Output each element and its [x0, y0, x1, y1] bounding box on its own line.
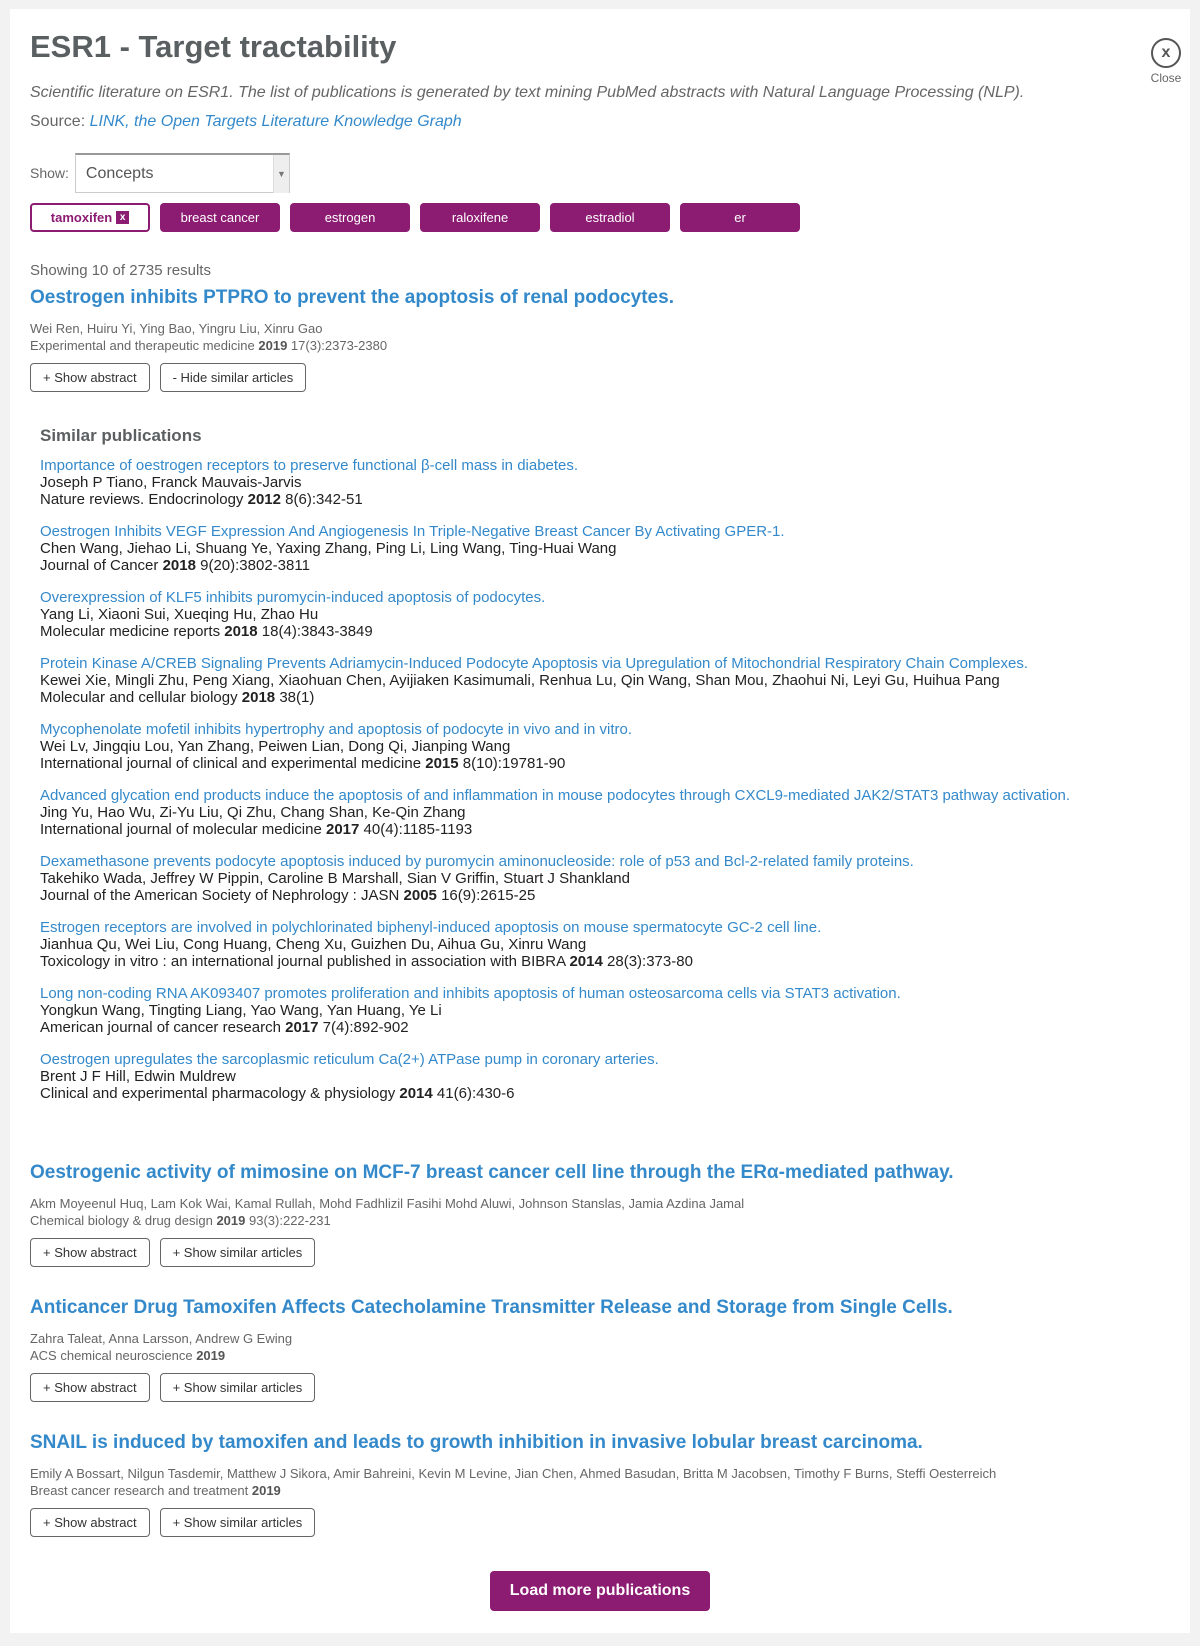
- source-link[interactable]: LINK, the Open Targets Literature Knowledge Graph: [89, 113, 462, 130]
- journal-name: Molecular medicine reports: [40, 623, 221, 640]
- publication-title[interactable]: Oestrogen inhibits PTPRO to prevent the apoptosis of renal podocytes.: [30, 287, 674, 308]
- source-line: [30, 113, 462, 131]
- similar-title[interactable]: Long non-coding RNA AK093407 promotes proliferation and inhibits apoptosis of human osteosarcoma cells via STAT3 activation.: [40, 985, 901, 1002]
- publication-authors: Emily A Bossart, Nilgun Tasdemir, Matthew J Sikora, Amir Bahreini, Kevin M Levine, Jian Chen, Ahmed Basudan, Britta M Jacobsen, Timothy F Burns, Steffi Oesterreich: [30, 1466, 997, 1481]
- journal-year: 2019: [196, 1348, 226, 1363]
- similar-authors: Jing Yu, Hao Wu, Zi-Yu Liu, Qi Zhu, Chang Shan, Ke-Qin Zhang: [40, 804, 466, 821]
- show-abstract-button[interactable]: + Show abstract: [30, 1373, 150, 1402]
- concept-chips: [30, 203, 800, 232]
- publication-item: [30, 287, 1180, 392]
- journal-name: Toxicology in vitro : an international journal published in association with BIBRA: [40, 953, 566, 970]
- publication-authors: Wei Ren, Huiru Yi, Ying Bao, Yingru Liu, Xinru Gao: [30, 321, 323, 336]
- journal-ref: 28(3):373-80: [607, 953, 693, 970]
- similar-heading: Similar publications: [40, 426, 202, 445]
- publication-title[interactable]: Anticancer Drug Tamoxifen Affects Catecholamine Transmitter Release and Storage from Single Cells.: [30, 1297, 953, 1318]
- journal-year: 2012: [247, 491, 281, 508]
- similar-journal: [40, 623, 1190, 640]
- show-similar-button[interactable]: + Show similar articles: [160, 1238, 316, 1267]
- journal-year: 2018: [224, 623, 258, 640]
- concepts-select[interactable]: [75, 153, 290, 193]
- chip-er[interactable]: er: [680, 203, 800, 232]
- similar-journal: [40, 689, 1190, 706]
- journal-name: Breast cancer research and treatment: [30, 1483, 249, 1498]
- similar-journal: [40, 755, 1190, 772]
- publication-item: [30, 1162, 1180, 1267]
- similar-title[interactable]: Oestrogen upregulates the sarcoplasmic reticulum Ca(2+) ATPase pump in coronary arteries.: [40, 1051, 659, 1068]
- show-abstract-button[interactable]: + Show abstract: [30, 1238, 150, 1267]
- show-similar-button[interactable]: + Show similar articles: [160, 1508, 316, 1537]
- similar-journal: [40, 557, 1190, 574]
- show-filter: [30, 153, 290, 193]
- show-abstract-button[interactable]: + Show abstract: [30, 363, 150, 392]
- journal-name: Experimental and therapeutic medicine: [30, 338, 255, 353]
- journal-ref: 7(4):892-902: [322, 1019, 409, 1036]
- publication-journal: [30, 1348, 1180, 1363]
- similar-item: [40, 655, 1190, 706]
- journal-name: American journal of cancer research: [40, 1019, 281, 1036]
- similar-authors: Joseph P Tiano, Franck Mauvais-Jarvis: [40, 474, 302, 491]
- chip-estradiol[interactable]: estradiol: [550, 203, 670, 232]
- similar-journal: [40, 953, 1190, 970]
- similar-item: [40, 1051, 1190, 1102]
- publication-authors: Zahra Taleat, Anna Larsson, Andrew G Ewing: [30, 1331, 293, 1346]
- show-label: Show:: [30, 165, 69, 181]
- journal-ref: 8(6):342-51: [285, 491, 363, 508]
- journal-year: 2019: [258, 338, 288, 353]
- similar-title[interactable]: Estrogen receptors are involved in polychlorinated biphenyl-induced apoptosis on mouse spermatocyte GC-2 cell line.: [40, 919, 822, 936]
- journal-name: Clinical and experimental pharmacology & physiology: [40, 1085, 396, 1102]
- similar-authors: Yongkun Wang, Tingting Liang, Yao Wang, Yan Huang, Ye Li: [40, 1002, 442, 1019]
- description: Scientific literature on ESR1. The list of publications is generated by text mining PubMed abstracts with Natural Language Processing (NLP).: [30, 84, 1025, 101]
- journal-ref: 93(3):222-231: [249, 1213, 331, 1228]
- publication-title[interactable]: Oestrogenic activity of mimosine on MCF-7 breast cancer cell line through the ERα-mediated pathway.: [30, 1162, 954, 1183]
- journal-ref: 41(6):430-6: [436, 1085, 515, 1102]
- chip-raloxifene[interactable]: raloxifene: [420, 203, 540, 232]
- similar-authors: Takehiko Wada, Jeffrey W Pippin, Caroline B Marshall, Sian V Griffin, Stuart J Shankland: [40, 870, 630, 887]
- literature-panel: [10, 9, 1190, 1633]
- chip-estrogen[interactable]: estrogen: [290, 203, 410, 232]
- select-value: Concepts: [85, 164, 154, 182]
- show-similar-button[interactable]: + Show similar articles: [160, 1373, 316, 1402]
- journal-name: ACS chemical neuroscience: [30, 1348, 193, 1363]
- similar-item: [40, 457, 1190, 508]
- similar-authors: Kewei Xie, Mingli Zhu, Peng Xiang, Xiaohuan Chen, Ayijiaken Kasimumali, Renhua Lu, Qin Wang, Shan Mou, Zhaohui Ni, Leyi Gu, Huihua Pang: [40, 672, 1000, 689]
- publication-journal: [30, 1213, 1180, 1228]
- chevron-down-icon: ▼: [273, 155, 289, 193]
- similar-title[interactable]: Advanced glycation end products induce the apoptosis of and inflammation in mouse podocytes through CXCL9-mediated JAK2/STAT3 pathway activation.: [40, 787, 1071, 804]
- similar-title[interactable]: Importance of oestrogen receptors to preserve functional β-cell mass in diabetes.: [40, 457, 579, 474]
- similar-title[interactable]: Dexamethasone prevents podocyte apoptosis induced by puromycin aminonucleoside: role of p53 and Bcl-2-related family proteins.: [40, 853, 914, 870]
- journal-ref: 18(4):3843-3849: [261, 623, 373, 640]
- similar-title[interactable]: Mycophenolate mofetil inhibits hypertrophy and apoptosis of podocyte in vivo and in vitro.: [40, 721, 633, 738]
- similar-title[interactable]: Oestrogen Inhibits VEGF Expression And Angiogenesis In Triple-Negative Breast Cancer By Activating GPER-1.: [40, 523, 785, 540]
- similar-journal: [40, 887, 1190, 904]
- similar-journal: [40, 491, 1190, 508]
- close-icon: x: [1151, 38, 1181, 68]
- similar-item: [40, 853, 1190, 904]
- journal-year: 2019: [216, 1213, 246, 1228]
- journal-name: International journal of molecular medicine: [40, 821, 322, 838]
- similar-authors: Wei Lv, Jingqiu Lou, Yan Zhang, Peiwen Lian, Dong Qi, Jianping Wang: [40, 738, 511, 755]
- similar-authors: Yang Li, Xiaoni Sui, Xueqing Hu, Zhao Hu: [40, 606, 319, 623]
- journal-ref: 8(10):19781-90: [462, 755, 566, 772]
- show-abstract-button[interactable]: + Show abstract: [30, 1508, 150, 1537]
- similar-authors: Brent J F Hill, Edwin Muldrew: [40, 1068, 236, 1085]
- journal-ref: 16(9):2615-25: [441, 887, 536, 904]
- journal-name: Chemical biology & drug design: [30, 1213, 213, 1228]
- similar-item: [40, 589, 1190, 640]
- similar-title[interactable]: Protein Kinase A/CREB Signaling Prevents Adriamycin-Induced Podocyte Apoptosis via Upregulation of Mitochondrial Respiratory Chain Complexes.: [40, 655, 1029, 672]
- journal-name: Journal of Cancer: [40, 557, 159, 574]
- similar-title[interactable]: Overexpression of KLF5 inhibits puromycin-induced apoptosis of podocytes.: [40, 589, 546, 606]
- source-label: Source:: [30, 113, 90, 130]
- page-title: ESR1 - Target tractability: [30, 29, 397, 64]
- journal-ref: 40(4):1185-1193: [363, 821, 473, 838]
- journal-name: Molecular and cellular biology: [40, 689, 238, 706]
- journal-year: 2017: [326, 821, 360, 838]
- similar-publications: [40, 426, 1190, 1102]
- remove-icon[interactable]: x: [116, 211, 129, 224]
- similar-item: [40, 985, 1190, 1036]
- journal-year: 2018: [241, 689, 276, 706]
- similar-item: [40, 523, 1190, 574]
- close-button[interactable]: [1146, 38, 1186, 85]
- journal-year: 2014: [399, 1085, 433, 1102]
- close-label: Close: [1150, 71, 1182, 85]
- journal-ref: 9(20):3802-3811: [200, 557, 310, 574]
- journal-year: 2014: [569, 953, 603, 970]
- journal-name: Journal of the American Society of Nephrology : JASN: [40, 887, 400, 904]
- similar-journal: [40, 821, 1190, 838]
- similar-item: [40, 919, 1190, 970]
- chip-tamoxifen[interactable]: [30, 203, 150, 232]
- chip-label: tamoxifen: [50, 210, 113, 225]
- publication-item: [30, 1297, 1180, 1402]
- journal-year: 2015: [425, 755, 459, 772]
- results-count: Showing 10 of 2735 results: [30, 262, 211, 279]
- similar-authors: Jianhua Qu, Wei Liu, Cong Huang, Cheng Xu, Guizhen Du, Aihua Gu, Xinru Wang: [40, 936, 587, 953]
- journal-year: 2017: [285, 1019, 319, 1036]
- publication-journal: [30, 338, 1180, 353]
- hide-similar-button[interactable]: - Hide similar articles: [160, 363, 307, 392]
- journal-ref: 17(3):2373-2380: [290, 338, 388, 353]
- chip-breast-cancer[interactable]: breast cancer: [160, 203, 280, 232]
- similar-journal: [40, 1019, 1190, 1036]
- similar-item: [40, 721, 1190, 772]
- publication-title[interactable]: SNAIL is induced by tamoxifen and leads to growth inhibition in invasive lobular breast carcinoma.: [30, 1432, 923, 1453]
- journal-name: Nature reviews. Endocrinology: [40, 491, 244, 508]
- load-more-button[interactable]: Load more publications: [490, 1571, 710, 1611]
- journal-year: 2005: [403, 887, 437, 904]
- journal-year: 2018: [162, 557, 196, 574]
- similar-journal: [40, 1085, 1190, 1102]
- similar-authors: Chen Wang, Jiehao Li, Shuang Ye, Yaxing Zhang, Ping Li, Ling Wang, Ting-Huai Wang: [40, 540, 617, 557]
- journal-ref: 38(1): [279, 689, 315, 706]
- journal-year: 2019: [251, 1483, 281, 1498]
- similar-item: [40, 787, 1190, 838]
- journal-name: International journal of clinical and experimental medicine: [40, 755, 422, 772]
- publication-authors: Akm Moyeenul Huq, Lam Kok Wai, Kamal Rullah, Mohd Fadhlizil Fasihi Mohd Aluwi, Johnson Stanslas, Jamia Azdina Jamal: [30, 1196, 745, 1211]
- publication-item: [30, 1432, 1180, 1537]
- publication-journal: [30, 1483, 1180, 1498]
